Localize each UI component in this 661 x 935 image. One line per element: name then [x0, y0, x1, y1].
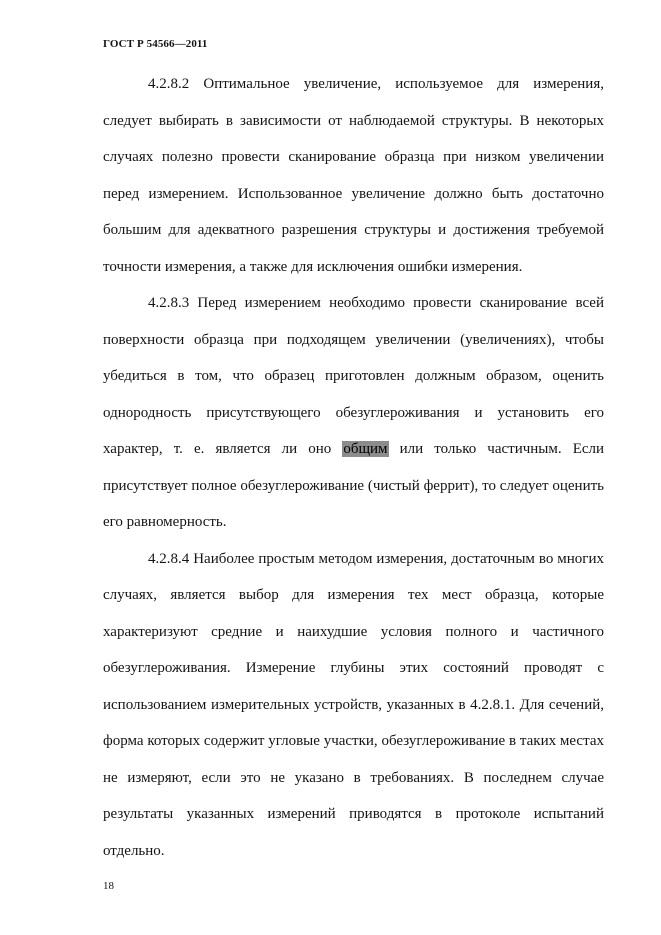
paragraph-4-2-8-3 — [103, 285, 604, 541]
document-header: ГОСТ Р 54566—2011 — [103, 38, 208, 50]
paragraph-text-before-highlight: 4.2.8.3 Перед измерением необходимо провести сканирование всей поверхности образца при подходящем увеличении (увеличениях), чтобы убедиться в том, что образец приготовлен должным образом, оценить однородность присутствующего обезуглероживания и установить его характер, т. е. является ли оно — [103, 295, 604, 457]
highlighted-word[interactable]: общим — [343, 441, 388, 457]
paragraph-4-2-8-4: 4.2.8.4 Наиболее простым методом измерения, достаточным во многих случаях, является выбор для измерения тех мест образца, которые характеризуют средние и наихудшие условия полного и частичного обезуглероживания. Измерение глубины этих состояний проводят с использованием измерительных устройств, указанных в 4.2.8.1. Для сечений, форма которых содержит угловые участки, обезуглероживание в таких местах не измеряют, если это не указано в требованиях. В последнем случае результаты указанных измерений приводятся в протоколе испытаний отдельно. — [103, 550, 604, 859]
paragraph-text-after-highlight: или только частичным. Если присутствует полное обезуглероживание (чистый феррит), то следует оценить его равномерность. — [103, 441, 605, 530]
paragraph-4-2-8-2: 4.2.8.2 Оптимальное увеличение, используемое для измерения, следует выбирать в зависимости от наблюдаемой структуры. В некоторых случаях полезно провести сканирование образца при низком увеличении перед измерением. Использованное увеличение должно быть достаточно большим для адекватного разрешения структуры и достижения требуемой точности измерения, а также для исключения ошибки измерения. — [103, 76, 604, 275]
document-body — [103, 66, 604, 869]
page-number: 18 — [103, 880, 114, 892]
